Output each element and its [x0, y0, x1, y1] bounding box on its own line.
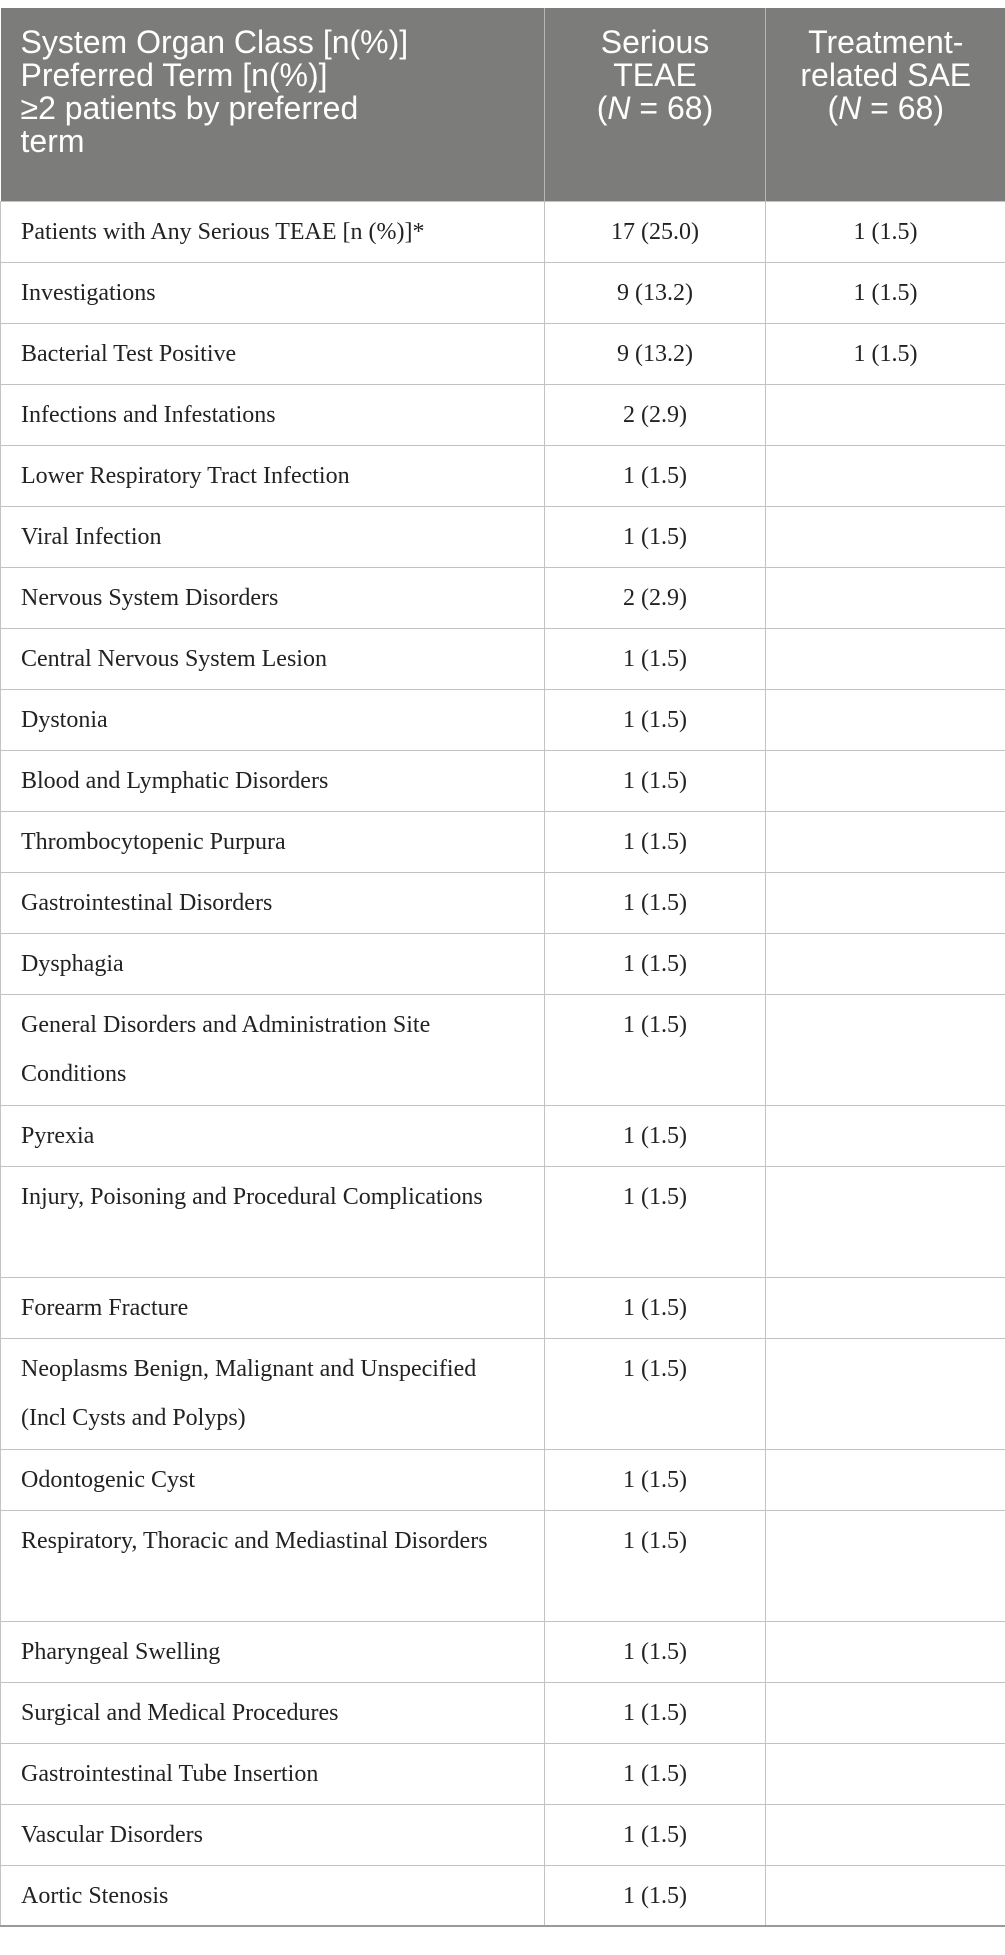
- header-serious-teae-column: [545, 8, 766, 201]
- cell-treatment-related-sae: 1 (1.5): [766, 323, 1005, 384]
- cell-term: Respiratory, Thoracic and Mediastinal Disorders: [1, 1510, 545, 1621]
- cell-treatment-related-sae: 1 (1.5): [766, 201, 1005, 262]
- header-related-line: related SAE: [800, 57, 972, 93]
- header-serious-line: TEAE: [613, 57, 697, 93]
- cell-serious-teae: 1 (1.5): [545, 1621, 766, 1682]
- table-row: [1, 1865, 1005, 1926]
- cell-serious-teae: 1 (1.5): [545, 1682, 766, 1743]
- table-row: [1, 1449, 1005, 1510]
- cell-serious-teae: 1 (1.5): [545, 1105, 766, 1166]
- cell-term: Nervous System Disorders: [1, 567, 545, 628]
- cell-serious-teae: 1 (1.5): [545, 750, 766, 811]
- table-row: [1, 872, 1005, 933]
- table-row: [1, 506, 1005, 567]
- cell-treatment-related-sae: [766, 750, 1005, 811]
- cell-serious-teae: 1 (1.5): [545, 689, 766, 750]
- cell-treatment-related-sae: [766, 1510, 1005, 1621]
- cell-serious-teae: 1 (1.5): [545, 1166, 766, 1277]
- cell-serious-teae: 1 (1.5): [545, 506, 766, 567]
- table-row: [1, 1105, 1005, 1166]
- cell-serious-teae: 1 (1.5): [545, 1277, 766, 1338]
- cell-treatment-related-sae: [766, 1621, 1005, 1682]
- table-row: [1, 628, 1005, 689]
- cell-term: Infections and Infestations: [1, 384, 545, 445]
- cell-serious-teae: 1 (1.5): [545, 1338, 766, 1449]
- header-row: [1, 8, 1005, 201]
- cell-term: Dysphagia: [1, 933, 545, 994]
- cell-treatment-related-sae: [766, 1166, 1005, 1277]
- cell-term: Pharyngeal Swelling: [1, 1621, 545, 1682]
- cell-treatment-related-sae: [766, 1449, 1005, 1510]
- table-row: [1, 994, 1005, 1105]
- header-related-line: Treatment-: [808, 24, 964, 60]
- cell-serious-teae: 1 (1.5): [545, 1449, 766, 1510]
- serious-teae-table: [0, 8, 1005, 1927]
- table-row: [1, 1743, 1005, 1804]
- table-body: [1, 201, 1005, 1926]
- table-row: [1, 811, 1005, 872]
- table-row: [1, 689, 1005, 750]
- cell-term: Blood and Lymphatic Disorders: [1, 750, 545, 811]
- cell-term: Neoplasms Benign, Malignant and Unspecified (Incl Cysts and Polyps): [1, 1338, 545, 1449]
- cell-term: Injury, Poisoning and Procedural Complications: [1, 1166, 545, 1277]
- cell-term: Thrombocytopenic Purpura: [1, 811, 545, 872]
- table-row: [1, 445, 1005, 506]
- cell-serious-teae: 2 (2.9): [545, 567, 766, 628]
- cell-term: Central Nervous System Lesion: [1, 628, 545, 689]
- cell-serious-teae: 9 (13.2): [545, 323, 766, 384]
- table-header: [1, 8, 1005, 201]
- cell-term: Surgical and Medical Procedures: [1, 1682, 545, 1743]
- cell-treatment-related-sae: [766, 628, 1005, 689]
- table-row: [1, 1277, 1005, 1338]
- cell-term: Viral Infection: [1, 506, 545, 567]
- table-row: [1, 567, 1005, 628]
- table-row: [1, 262, 1005, 323]
- cell-treatment-related-sae: [766, 1338, 1005, 1449]
- table-row: [1, 1621, 1005, 1682]
- cell-treatment-related-sae: [766, 384, 1005, 445]
- cell-term: Lower Respiratory Tract Infection: [1, 445, 545, 506]
- header-term-line: Preferred Term [n(%)]: [20, 57, 328, 93]
- cell-treatment-related-sae: [766, 1804, 1005, 1865]
- cell-serious-teae: 1 (1.5): [545, 872, 766, 933]
- table-row: [1, 201, 1005, 262]
- cell-term: Dystonia: [1, 689, 545, 750]
- header-serious-line: Serious: [600, 24, 710, 60]
- cell-serious-teae: 1 (1.5): [545, 1743, 766, 1804]
- cell-term: General Disorders and Administration Site Conditions: [1, 994, 545, 1105]
- header-term-column: [1, 8, 545, 201]
- cell-treatment-related-sae: [766, 994, 1005, 1105]
- cell-treatment-related-sae: [766, 1865, 1005, 1926]
- cell-term: Odontogenic Cyst: [1, 1449, 545, 1510]
- cell-serious-teae: 1 (1.5): [545, 628, 766, 689]
- cell-term: Patients with Any Serious TEAE [n (%)]*: [1, 201, 545, 262]
- cell-treatment-related-sae: [766, 689, 1005, 750]
- cell-treatment-related-sae: [766, 445, 1005, 506]
- cell-treatment-related-sae: [766, 1682, 1005, 1743]
- table-row: [1, 1682, 1005, 1743]
- table-row: [1, 384, 1005, 445]
- cell-term: Vascular Disorders: [1, 1804, 545, 1865]
- cell-serious-teae: 2 (2.9): [545, 384, 766, 445]
- cell-treatment-related-sae: [766, 1743, 1005, 1804]
- cell-term: Forearm Fracture: [1, 1277, 545, 1338]
- cell-serious-teae: 17 (25.0): [545, 201, 766, 262]
- table-row: [1, 1338, 1005, 1449]
- cell-serious-teae: 9 (13.2): [545, 262, 766, 323]
- table-row: [1, 750, 1005, 811]
- cell-treatment-related-sae: 1 (1.5): [766, 262, 1005, 323]
- cell-serious-teae: 1 (1.5): [545, 811, 766, 872]
- cell-treatment-related-sae: [766, 811, 1005, 872]
- cell-term: Aortic Stenosis: [1, 1865, 545, 1926]
- cell-term: Bacterial Test Positive: [1, 323, 545, 384]
- cell-serious-teae: 1 (1.5): [545, 445, 766, 506]
- table-row: [1, 933, 1005, 994]
- cell-term: Gastrointestinal Tube Insertion: [1, 1743, 545, 1804]
- cell-treatment-related-sae: [766, 872, 1005, 933]
- cell-serious-teae: 1 (1.5): [545, 1510, 766, 1621]
- header-treatment-related-column: [766, 8, 1005, 201]
- cell-term: Pyrexia: [1, 1105, 545, 1166]
- cell-term: Gastrointestinal Disorders: [1, 872, 545, 933]
- cell-treatment-related-sae: [766, 1105, 1005, 1166]
- header-term-line: ≥2 patients by preferred: [20, 90, 359, 126]
- cell-treatment-related-sae: [766, 1277, 1005, 1338]
- table-row: [1, 1510, 1005, 1621]
- table-row: [1, 1804, 1005, 1865]
- cell-treatment-related-sae: [766, 506, 1005, 567]
- cell-serious-teae: 1 (1.5): [545, 1865, 766, 1926]
- header-term-line: System Organ Class [n(%)]: [20, 24, 409, 60]
- header-serious-n: (N = 68): [596, 90, 714, 126]
- header-related-n: (N = 68): [827, 90, 944, 126]
- cell-term: Investigations: [1, 262, 545, 323]
- table-row: [1, 1166, 1005, 1277]
- cell-serious-teae: 1 (1.5): [545, 1804, 766, 1865]
- cell-serious-teae: 1 (1.5): [545, 994, 766, 1105]
- cell-treatment-related-sae: [766, 567, 1005, 628]
- cell-serious-teae: 1 (1.5): [545, 933, 766, 994]
- header-term-line: term: [20, 123, 85, 159]
- cell-treatment-related-sae: [766, 933, 1005, 994]
- table-row: [1, 323, 1005, 384]
